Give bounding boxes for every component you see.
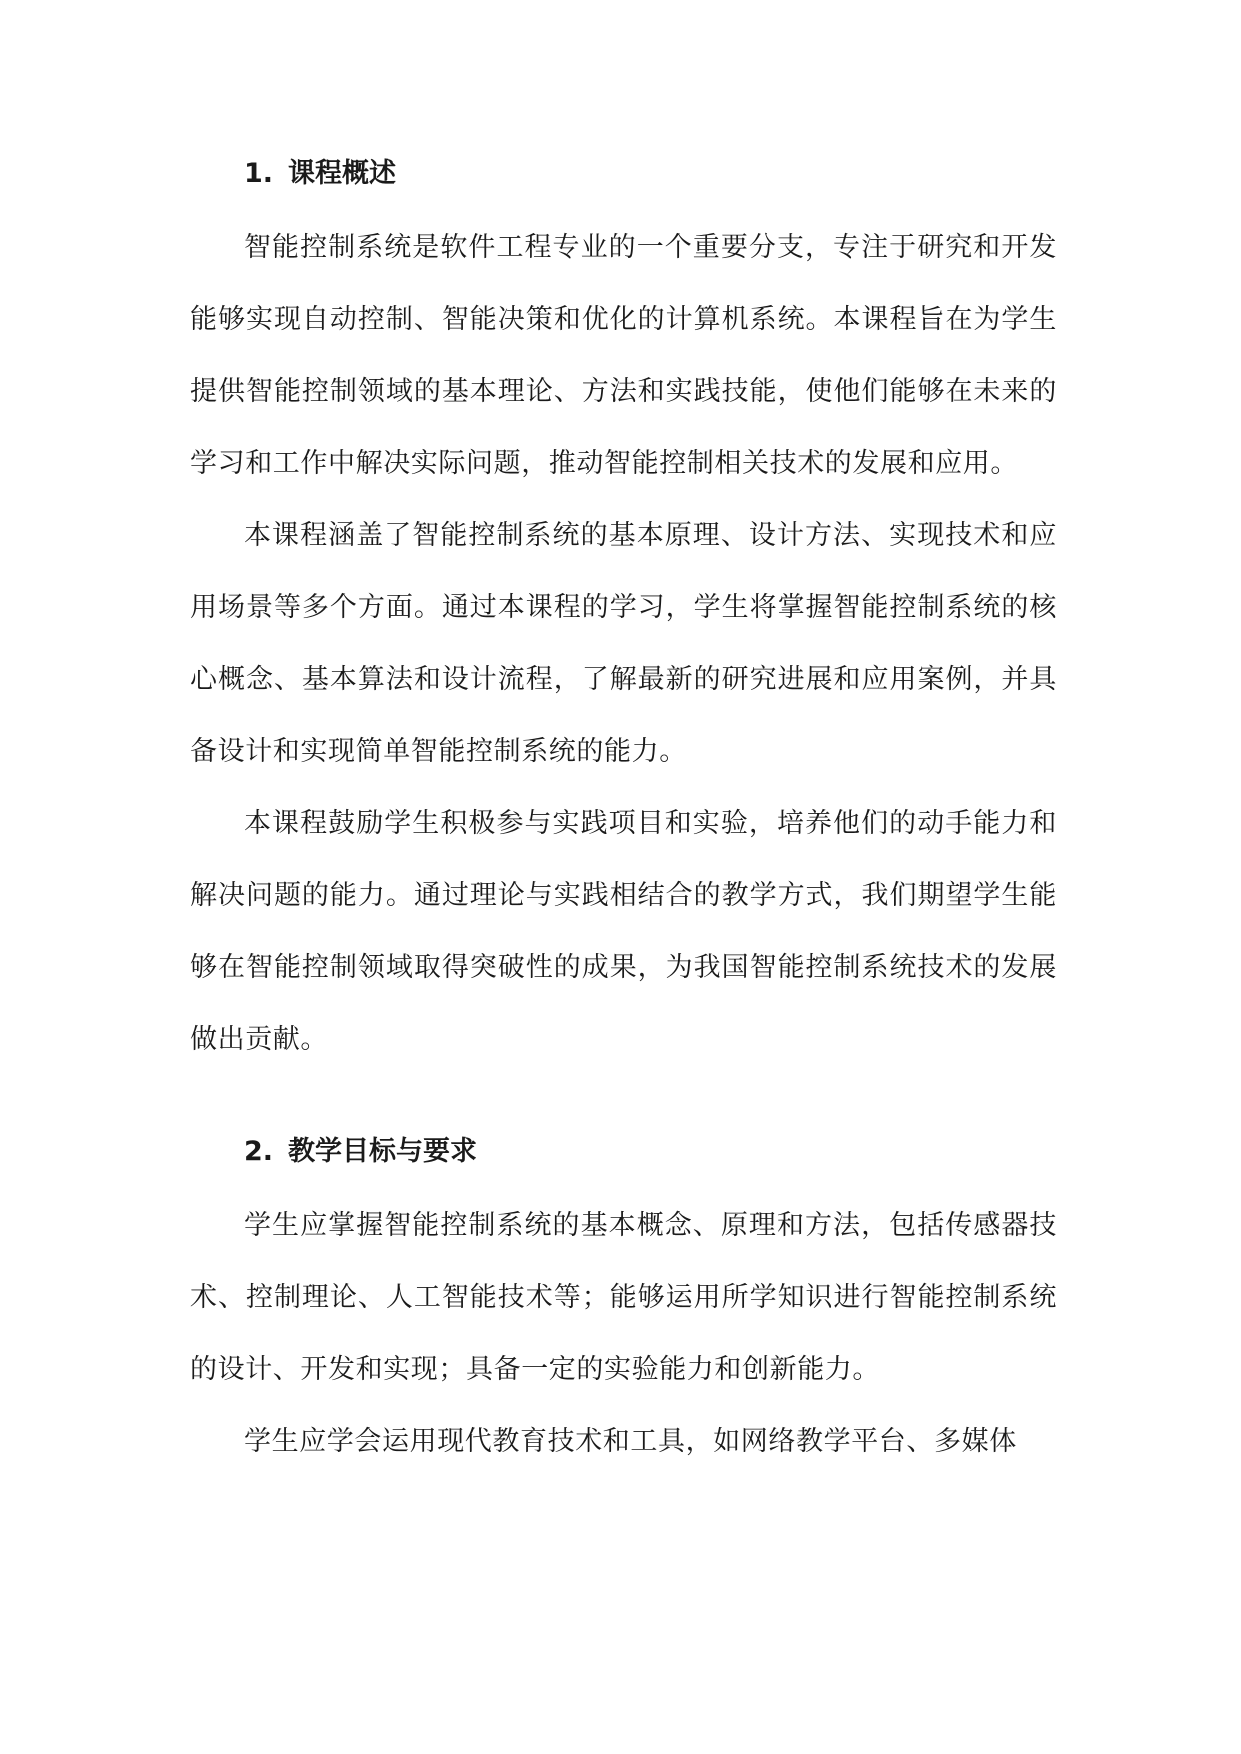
paragraph: 学生应掌握智能控制系统的基本概念、原理和方法，包括传感器技术、控制理论、人工智能技术等；能够运用所学知识进行智能控制系统的设计、开发和实现；具备一定的实验能力和创新能力。 — [190, 1210, 1057, 1385]
section-title: 教学目标与要求 — [288, 1136, 477, 1167]
section-title: 课程概述 — [288, 158, 396, 189]
document-body — [190, 140, 1057, 1478]
paragraph: 智能控制系统是软件工程专业的一个重要分支，专注于研究和开发能够实现自动控制、智能决策和优化的计算机系统。本课程旨在为学生提供智能控制领域的基本理论、方法和实践技能，使他们能够在未来的学习和工作中解决实际问题，推动智能控制相关技术的发展和应用。 — [190, 232, 1057, 479]
paragraph: 学生应学会运用现代教育技术和工具，如网络教学平台、多媒体 — [244, 1426, 1017, 1457]
section-number: 2. — [244, 1136, 274, 1167]
paragraph: 本课程涵盖了智能控制系统的基本原理、设计方法、实现技术和应用场景等多个方面。通过本课程的学习，学生将掌握智能控制系统的核心概念、基本算法和设计流程，了解最新的研究进展和应用案例，并具备设计和实现简单智能控制系统的能力。 — [190, 520, 1057, 767]
section-number: 1. — [244, 158, 274, 189]
section-heading-course-overview — [190, 140, 1057, 208]
section-heading-teaching-goals — [190, 1118, 1057, 1186]
paragraph: 本课程鼓励学生积极参与实践项目和实验，培养他们的动手能力和解决问题的能力。通过理论与实践相结合的教学方式，我们期望学生能够在智能控制领域取得突破性的成果，为我国智能控制系统技术的发展做出贡献。 — [190, 808, 1057, 1055]
